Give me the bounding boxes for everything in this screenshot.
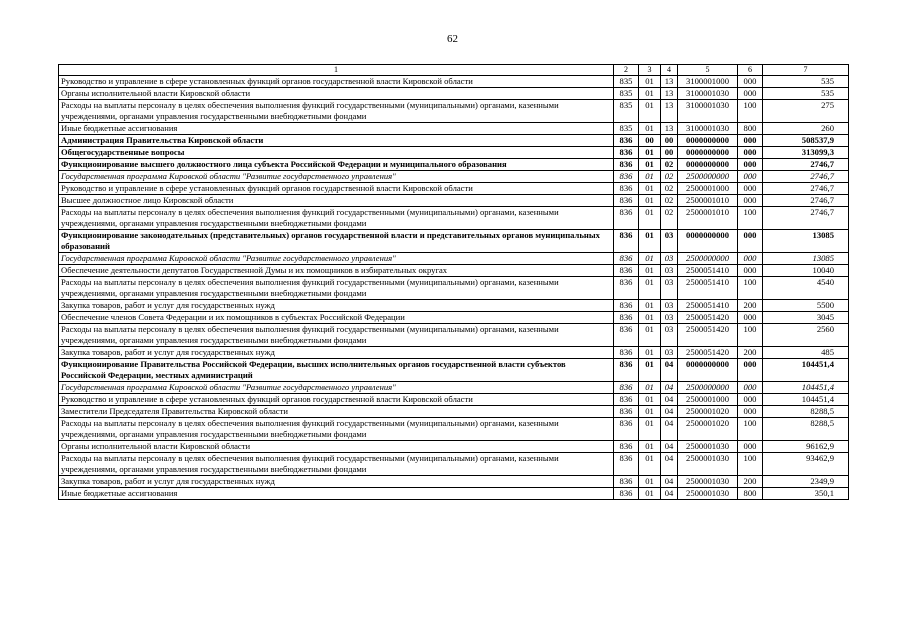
row-target-cell: 3100001000 <box>678 76 738 88</box>
table-row <box>59 476 849 488</box>
row-code-cell: 835 <box>614 123 639 135</box>
row-code-cell: 835 <box>614 88 639 100</box>
row-subsection-cell: 02 <box>661 159 678 171</box>
row-amount-cell: 508537,9 <box>763 135 849 147</box>
row-code-cell: 835 <box>614 76 639 88</box>
table-row <box>59 100 849 123</box>
row-name-cell: Функционирование Правительства Российской Федерации, высших исполнительных органов государственной власти субъектов Российской Федерации, местных администраций <box>59 359 614 382</box>
row-section-cell: 01 <box>639 265 661 277</box>
row-amount-cell: 104451,4 <box>763 382 849 394</box>
row-target-cell: 0000000000 <box>678 159 738 171</box>
row-name-cell: Иные бюджетные ассигнования <box>59 123 614 135</box>
row-subsection-cell: 04 <box>661 406 678 418</box>
row-code-cell: 836 <box>614 135 639 147</box>
row-amount-cell: 3045 <box>763 312 849 324</box>
row-amount-cell: 260 <box>763 123 849 135</box>
row-subsection-cell: 03 <box>661 230 678 253</box>
row-code-cell: 836 <box>614 300 639 312</box>
row-amount-cell: 535 <box>763 76 849 88</box>
table-row <box>59 159 849 171</box>
header-cell-5: 5 <box>678 65 738 76</box>
row-subsection-cell: 03 <box>661 300 678 312</box>
header-cell-6: 6 <box>738 65 763 76</box>
row-code-cell: 836 <box>614 253 639 265</box>
row-subsection-cell: 03 <box>661 265 678 277</box>
row-section-cell: 01 <box>639 359 661 382</box>
row-target-cell: 0000000000 <box>678 135 738 147</box>
row-target-cell: 2500001020 <box>678 406 738 418</box>
row-expense-type-cell: 000 <box>738 312 763 324</box>
table-row <box>59 171 849 183</box>
row-expense-type-cell: 100 <box>738 324 763 347</box>
row-amount-cell: 2560 <box>763 324 849 347</box>
row-code-cell: 836 <box>614 406 639 418</box>
row-section-cell: 01 <box>639 277 661 300</box>
table-row <box>59 453 849 476</box>
row-target-cell: 2500000000 <box>678 382 738 394</box>
row-section-cell: 01 <box>639 300 661 312</box>
row-subsection-cell: 04 <box>661 394 678 406</box>
table-row <box>59 406 849 418</box>
row-section-cell: 01 <box>639 312 661 324</box>
row-expense-type-cell: 000 <box>738 195 763 207</box>
table-row <box>59 312 849 324</box>
row-subsection-cell: 13 <box>661 100 678 123</box>
header-cell-7: 7 <box>763 65 849 76</box>
row-expense-type-cell: 000 <box>738 183 763 195</box>
row-target-cell: 0000000000 <box>678 230 738 253</box>
row-code-cell: 836 <box>614 230 639 253</box>
row-name-cell: Государственная программа Кировской области "Развитие государственного управления" <box>59 171 614 183</box>
table-row <box>59 123 849 135</box>
row-amount-cell: 2746,7 <box>763 171 849 183</box>
row-name-cell: Обеспечение членов Совета Федерации и их помощников в субъектах Российской Федерации <box>59 312 614 324</box>
table-row <box>59 441 849 453</box>
row-subsection-cell: 04 <box>661 441 678 453</box>
row-section-cell: 01 <box>639 230 661 253</box>
row-amount-cell: 8288,5 <box>763 418 849 441</box>
row-section-cell: 01 <box>639 100 661 123</box>
row-expense-type-cell: 000 <box>738 76 763 88</box>
row-expense-type-cell: 000 <box>738 265 763 277</box>
row-code-cell: 836 <box>614 195 639 207</box>
row-name-cell: Высшее должностное лицо Кировской области <box>59 195 614 207</box>
row-section-cell: 01 <box>639 171 661 183</box>
row-section-cell: 01 <box>639 418 661 441</box>
row-code-cell: 836 <box>614 418 639 441</box>
row-expense-type-cell: 000 <box>738 253 763 265</box>
row-subsection-cell: 03 <box>661 347 678 359</box>
row-name-cell: Расходы на выплаты персоналу в целях обеспечения выполнения функций государственными (муниципальными) органами, казенными учреждениями, органами управления государственными внебюджетными фондами <box>59 324 614 347</box>
row-amount-cell: 4540 <box>763 277 849 300</box>
row-subsection-cell: 03 <box>661 312 678 324</box>
row-name-cell: Расходы на выплаты персоналу в целях обеспечения выполнения функций государственными (муниципальными) органами, казенными учреждениями, органами управления государственными внебюджетными фондами <box>59 100 614 123</box>
row-target-cell: 2500001030 <box>678 488 738 500</box>
row-amount-cell: 2349,9 <box>763 476 849 488</box>
row-name-cell: Функционирование законодательных (представительных) органов государственной власти и представительных органов муниципальных образований <box>59 230 614 253</box>
row-target-cell: 3100001030 <box>678 100 738 123</box>
row-section-cell: 01 <box>639 347 661 359</box>
table-row <box>59 183 849 195</box>
row-name-cell: Государственная программа Кировской области "Развитие государственного управления" <box>59 382 614 394</box>
row-target-cell: 2500001010 <box>678 207 738 230</box>
row-expense-type-cell: 000 <box>738 382 763 394</box>
row-subsection-cell: 04 <box>661 359 678 382</box>
table-row <box>59 195 849 207</box>
row-name-cell: Руководство и управление в сфере установленных функций органов государственной власти Кировской области <box>59 76 614 88</box>
row-amount-cell: 275 <box>763 100 849 123</box>
row-code-cell: 836 <box>614 277 639 300</box>
row-section-cell: 01 <box>639 453 661 476</box>
row-name-cell: Закупка товаров, работ и услуг для государственных нужд <box>59 476 614 488</box>
row-section-cell: 01 <box>639 394 661 406</box>
row-section-cell: 01 <box>639 441 661 453</box>
row-expense-type-cell: 200 <box>738 347 763 359</box>
row-expense-type-cell: 100 <box>738 207 763 230</box>
row-subsection-cell: 04 <box>661 453 678 476</box>
row-amount-cell: 13085 <box>763 253 849 265</box>
row-expense-type-cell: 200 <box>738 300 763 312</box>
row-expense-type-cell: 000 <box>738 171 763 183</box>
row-subsection-cell: 00 <box>661 135 678 147</box>
row-amount-cell: 93462,9 <box>763 453 849 476</box>
table-row <box>59 265 849 277</box>
row-expense-type-cell: 000 <box>738 441 763 453</box>
row-target-cell: 2500001030 <box>678 441 738 453</box>
row-amount-cell: 313099,3 <box>763 147 849 159</box>
row-amount-cell: 2746,7 <box>763 159 849 171</box>
row-section-cell: 01 <box>639 476 661 488</box>
table-row <box>59 76 849 88</box>
row-amount-cell: 2746,7 <box>763 207 849 230</box>
row-name-cell: Руководство и управление в сфере установленных функций органов государственной власти Кировской области <box>59 394 614 406</box>
table-row <box>59 230 849 253</box>
row-section-cell: 01 <box>639 324 661 347</box>
row-target-cell: 2500001020 <box>678 418 738 441</box>
row-section-cell: 01 <box>639 88 661 100</box>
row-amount-cell: 96162,9 <box>763 441 849 453</box>
row-subsection-cell: 03 <box>661 253 678 265</box>
row-target-cell: 2500000000 <box>678 171 738 183</box>
row-amount-cell: 13085 <box>763 230 849 253</box>
row-code-cell: 836 <box>614 312 639 324</box>
row-name-cell: Закупка товаров, работ и услуг для государственных нужд <box>59 347 614 359</box>
table-row <box>59 347 849 359</box>
row-amount-cell: 535 <box>763 88 849 100</box>
row-code-cell: 835 <box>614 100 639 123</box>
budget-table <box>58 64 849 500</box>
row-section-cell: 01 <box>639 382 661 394</box>
row-amount-cell: 104451,4 <box>763 359 849 382</box>
table-row <box>59 300 849 312</box>
table-row <box>59 147 849 159</box>
row-expense-type-cell: 000 <box>738 135 763 147</box>
row-expense-type-cell: 000 <box>738 394 763 406</box>
row-target-cell: 0000000000 <box>678 147 738 159</box>
row-expense-type-cell: 800 <box>738 123 763 135</box>
row-target-cell: 2500001030 <box>678 476 738 488</box>
row-section-cell: 01 <box>639 253 661 265</box>
row-name-cell: Функционирование высшего должностного лица субъекта Российской Федерации и муниципального образования <box>59 159 614 171</box>
row-target-cell: 3100001030 <box>678 88 738 100</box>
row-section-cell: 01 <box>639 123 661 135</box>
row-code-cell: 836 <box>614 183 639 195</box>
row-subsection-cell: 04 <box>661 418 678 441</box>
header-cell-2: 2 <box>614 65 639 76</box>
header-cell-4: 4 <box>661 65 678 76</box>
table-row <box>59 253 849 265</box>
row-section-cell: 01 <box>639 195 661 207</box>
row-code-cell: 836 <box>614 324 639 347</box>
row-expense-type-cell: 100 <box>738 453 763 476</box>
row-subsection-cell: 02 <box>661 207 678 230</box>
row-subsection-cell: 04 <box>661 488 678 500</box>
row-target-cell: 2500051420 <box>678 324 738 347</box>
row-name-cell: Обеспечение деятельности депутатов Государственной Думы и их помощников в избирательных округах <box>59 265 614 277</box>
header-cell-3: 3 <box>639 65 661 76</box>
row-code-cell: 836 <box>614 382 639 394</box>
row-section-cell: 01 <box>639 183 661 195</box>
row-target-cell: 2500051410 <box>678 300 738 312</box>
table-body <box>59 65 849 500</box>
row-expense-type-cell: 200 <box>738 476 763 488</box>
row-expense-type-cell: 000 <box>738 230 763 253</box>
header-row <box>59 65 849 76</box>
row-subsection-cell: 02 <box>661 195 678 207</box>
row-name-cell: Общегосударственные вопросы <box>59 147 614 159</box>
row-amount-cell: 2746,7 <box>763 195 849 207</box>
row-expense-type-cell: 000 <box>738 88 763 100</box>
row-name-cell: Расходы на выплаты персоналу в целях обеспечения выполнения функций государственными (муниципальными) органами, казенными учреждениями, органами управления государственными внебюджетными фондами <box>59 418 614 441</box>
row-target-cell: 2500001010 <box>678 195 738 207</box>
table-row <box>59 418 849 441</box>
row-target-cell: 2500000000 <box>678 253 738 265</box>
row-subsection-cell: 02 <box>661 183 678 195</box>
row-subsection-cell: 00 <box>661 147 678 159</box>
table-row <box>59 382 849 394</box>
row-code-cell: 836 <box>614 476 639 488</box>
table-row <box>59 488 849 500</box>
row-expense-type-cell: 000 <box>738 159 763 171</box>
row-code-cell: 836 <box>614 147 639 159</box>
row-code-cell: 836 <box>614 394 639 406</box>
row-target-cell: 2500001030 <box>678 453 738 476</box>
row-amount-cell: 8288,5 <box>763 406 849 418</box>
table-row <box>59 207 849 230</box>
row-target-cell: 2500051420 <box>678 347 738 359</box>
row-amount-cell: 350,1 <box>763 488 849 500</box>
row-expense-type-cell: 800 <box>738 488 763 500</box>
row-section-cell: 01 <box>639 207 661 230</box>
row-target-cell: 0000000000 <box>678 359 738 382</box>
row-subsection-cell: 13 <box>661 76 678 88</box>
table-row <box>59 359 849 382</box>
row-name-cell: Органы исполнительной власти Кировской области <box>59 88 614 100</box>
row-expense-type-cell: 000 <box>738 359 763 382</box>
row-name-cell: Руководство и управление в сфере установленных функций органов государственной власти Кировской области <box>59 183 614 195</box>
row-target-cell: 2500001000 <box>678 394 738 406</box>
row-code-cell: 836 <box>614 159 639 171</box>
row-target-cell: 2500051420 <box>678 312 738 324</box>
row-subsection-cell: 02 <box>661 171 678 183</box>
row-amount-cell: 10040 <box>763 265 849 277</box>
row-target-cell: 2500001000 <box>678 183 738 195</box>
row-name-cell: Закупка товаров, работ и услуг для государственных нужд <box>59 300 614 312</box>
row-subsection-cell: 13 <box>661 123 678 135</box>
row-section-cell: 01 <box>639 159 661 171</box>
row-section-cell: 01 <box>639 488 661 500</box>
row-expense-type-cell: 100 <box>738 100 763 123</box>
header-cell-1: 1 <box>59 65 614 76</box>
row-section-cell: 00 <box>639 135 661 147</box>
table-row <box>59 277 849 300</box>
row-name-cell: Заместители Председателя Правительства Кировской области <box>59 406 614 418</box>
row-amount-cell: 485 <box>763 347 849 359</box>
row-name-cell: Администрация Правительства Кировской области <box>59 135 614 147</box>
row-subsection-cell: 03 <box>661 277 678 300</box>
row-section-cell: 01 <box>639 76 661 88</box>
row-code-cell: 836 <box>614 359 639 382</box>
row-name-cell: Расходы на выплаты персоналу в целях обеспечения выполнения функций государственными (муниципальными) органами, казенными учреждениями, органами управления государственными внебюджетными фондами <box>59 453 614 476</box>
row-subsection-cell: 04 <box>661 476 678 488</box>
row-amount-cell: 5500 <box>763 300 849 312</box>
row-name-cell: Расходы на выплаты персоналу в целях обеспечения выполнения функций государственными (муниципальными) органами, казенными учреждениями, органами управления государственными внебюджетными фондами <box>59 207 614 230</box>
row-expense-type-cell: 100 <box>738 277 763 300</box>
table-row <box>59 324 849 347</box>
row-expense-type-cell: 000 <box>738 406 763 418</box>
row-target-cell: 2500051410 <box>678 265 738 277</box>
row-code-cell: 836 <box>614 347 639 359</box>
row-code-cell: 836 <box>614 171 639 183</box>
row-expense-type-cell: 000 <box>738 147 763 159</box>
row-amount-cell: 2746,7 <box>763 183 849 195</box>
page-number: 62 <box>447 33 458 45</box>
row-code-cell: 836 <box>614 207 639 230</box>
table-row <box>59 394 849 406</box>
row-subsection-cell: 13 <box>661 88 678 100</box>
row-target-cell: 3100001030 <box>678 123 738 135</box>
table-row <box>59 135 849 147</box>
row-target-cell: 2500051410 <box>678 277 738 300</box>
row-name-cell: Иные бюджетные ассигнования <box>59 488 614 500</box>
row-code-cell: 836 <box>614 265 639 277</box>
row-subsection-cell: 04 <box>661 382 678 394</box>
row-name-cell: Государственная программа Кировской области "Развитие государственного управления" <box>59 253 614 265</box>
row-name-cell: Расходы на выплаты персоналу в целях обеспечения выполнения функций государственными (муниципальными) органами, казенными учреждениями, органами управления государственными внебюджетными фондами <box>59 277 614 300</box>
row-section-cell: 01 <box>639 406 661 418</box>
row-expense-type-cell: 100 <box>738 418 763 441</box>
row-amount-cell: 104451,4 <box>763 394 849 406</box>
row-code-cell: 836 <box>614 488 639 500</box>
row-code-cell: 836 <box>614 453 639 476</box>
row-name-cell: Органы исполнительной власти Кировской области <box>59 441 614 453</box>
row-subsection-cell: 03 <box>661 324 678 347</box>
table-row <box>59 88 849 100</box>
row-section-cell: 01 <box>639 147 661 159</box>
row-code-cell: 836 <box>614 441 639 453</box>
